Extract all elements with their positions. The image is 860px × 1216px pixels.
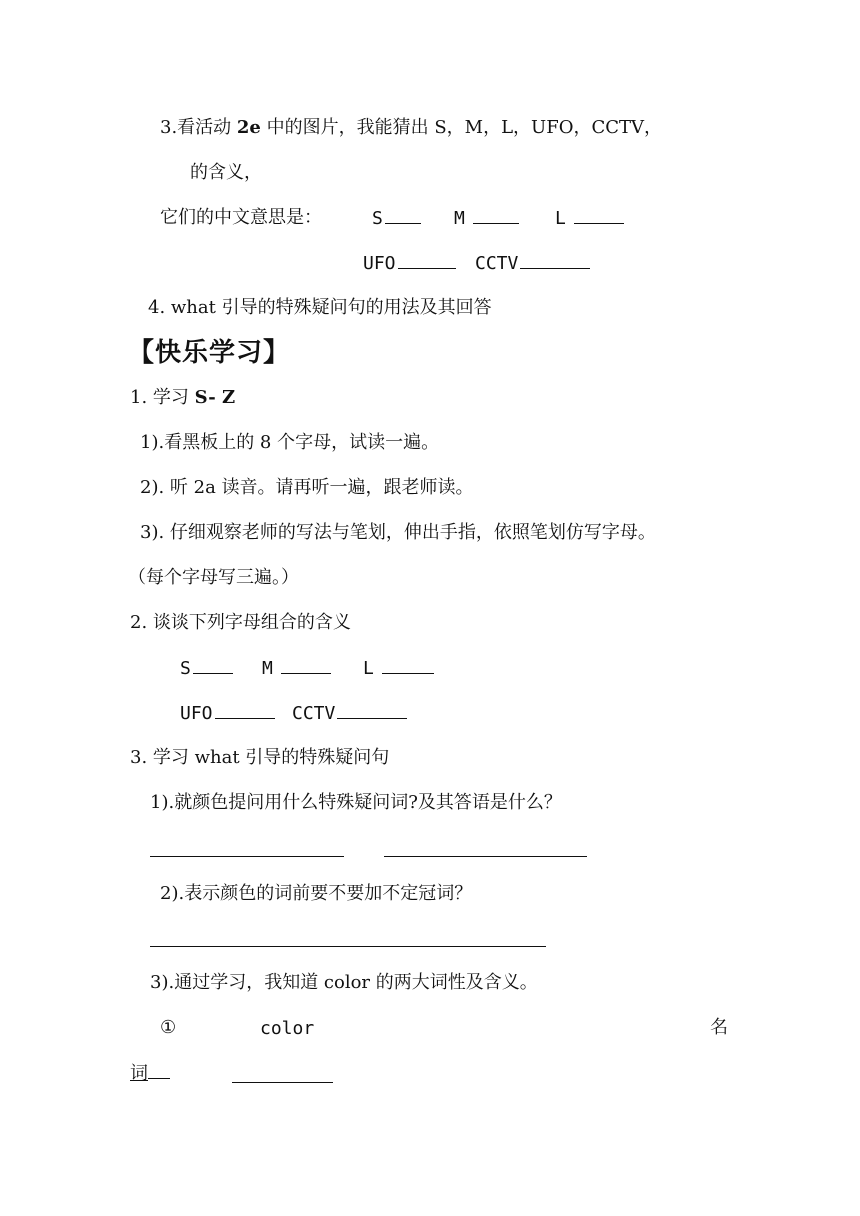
answer-blank[interactable] (215, 702, 275, 719)
part-3-title: 3. 学习 what 引导的特殊疑问句 (130, 747, 390, 768)
part-2-blank-ufo (180, 702, 275, 726)
part-3-question-2: 2).表示颜色的词前要不要加不定冠词？ (160, 883, 473, 904)
answer-blank[interactable] (193, 657, 233, 674)
answer-blank[interactable] (148, 1062, 170, 1079)
answer-blank[interactable] (281, 657, 331, 674)
part-3-question-3: 3).通过学习，我知道 color 的两大词性及含义。 (150, 972, 538, 993)
part-2-blank-m (262, 657, 331, 681)
noun-label-part-2 (130, 1062, 170, 1086)
label-l: L (363, 658, 374, 679)
answer-line[interactable] (150, 856, 344, 857)
answer-line[interactable] (232, 1082, 333, 1083)
answer-blank[interactable] (337, 702, 407, 719)
blank-ufo (363, 252, 456, 276)
part-1-title (130, 386, 235, 410)
label-l: L (555, 208, 566, 229)
label-s: S (180, 658, 191, 679)
color-word: color (260, 1018, 315, 1039)
part-1-step-2: 2). 听 2a 读音。请再听一遍，跟老师读。 (140, 477, 474, 498)
label-ufo: UFO (180, 703, 213, 724)
part-1-step-3: 3). 仔细观察老师的写法与笔划，伸出手指，依照笔划仿写字母。 (140, 522, 656, 543)
answer-blank[interactable] (398, 252, 456, 269)
answer-blank[interactable] (473, 207, 519, 224)
question-3-line-2: 的含义， (190, 162, 262, 183)
noun-label-part-1: 名 (710, 1017, 728, 1038)
blank-l (555, 207, 624, 231)
label-m: M (262, 658, 273, 679)
part-1-title-prefix: 1. 学习 (130, 387, 195, 408)
part-2-blank-s (180, 657, 233, 681)
part-1-step-1: 1).看黑板上的 8 个字母，试读一遍。 (140, 432, 440, 453)
label-s: S (372, 208, 383, 229)
answer-blank[interactable] (520, 252, 590, 269)
q3-text-bold: 2e (236, 117, 261, 138)
answer-line[interactable] (384, 856, 587, 857)
blank-s (372, 207, 421, 231)
q3-text-prefix: 3.看活动 (160, 117, 237, 138)
noun-label-part-2-text: 词 (130, 1063, 148, 1084)
part-3-question-1: 1).就颜色提问用什么特殊疑问词?及其答语是什么？ (150, 792, 562, 813)
question-4: 4. what 引导的特殊疑问句的用法及其回答 (148, 297, 492, 318)
label-cctv: CCTV (475, 253, 519, 274)
section-heading-happy-learning: 【快乐学习】 (128, 338, 291, 368)
circled-number-1: ① (160, 1017, 177, 1038)
label-m: M (454, 208, 465, 229)
label-cctv: CCTV (292, 703, 336, 724)
part-1-title-bold: S- Z (194, 387, 236, 408)
blank-cctv (475, 252, 590, 276)
q3-text-suffix: 中的图片，我能猜出 S，M，L，UFO，CCTV， (260, 117, 663, 138)
part-1-step-3-note: （每个字母写三遍。） (128, 567, 299, 588)
answer-blank[interactable] (574, 207, 624, 224)
question-3-line-3-label: 它们的中文意思是： (160, 207, 322, 228)
label-ufo: UFO (363, 253, 396, 274)
blank-m (454, 207, 519, 231)
question-3-line-1 (160, 116, 662, 140)
answer-line[interactable] (150, 946, 546, 947)
answer-blank[interactable] (385, 207, 421, 224)
part-2-title: 2. 谈谈下列字母组合的含义 (130, 612, 351, 633)
part-2-blank-l (363, 657, 434, 681)
part-2-blank-cctv (292, 702, 407, 726)
answer-blank[interactable] (382, 657, 434, 674)
